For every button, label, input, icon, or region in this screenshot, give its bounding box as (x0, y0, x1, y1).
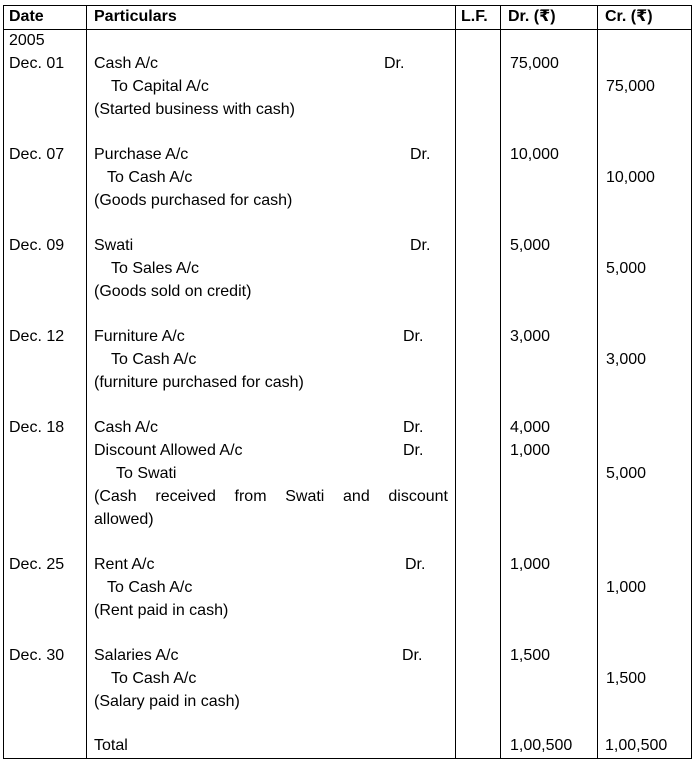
debit-account: Salaries A/c (94, 647, 179, 664)
total-label: Total (94, 737, 128, 754)
debit-account: Furniture A/c (94, 328, 185, 345)
cr-amount: 75,000 (606, 78, 655, 95)
credit-account: To Cash A/c (107, 579, 193, 596)
narration: (Goods purchased for cash) (94, 192, 293, 209)
year-label: 2005 (9, 32, 45, 49)
dr-amount: 3,000 (510, 328, 551, 345)
header-cr: Cr. (₹) (605, 8, 653, 25)
header-date: Date (9, 8, 44, 25)
dr-amount: 4,000 (510, 419, 551, 436)
journal-entry (0, 553, 695, 645)
header-bottom-border (3, 29, 692, 30)
dr-mark: Dr. (403, 442, 424, 459)
narration-line-1: (Cash received from Swati and discount (94, 488, 448, 505)
header-lf: L.F. (461, 8, 488, 25)
debit-account-second: Discount Allowed A/c (94, 442, 243, 459)
narration-line-2: allowed) (94, 511, 154, 528)
credit-account: To Cash A/c (111, 670, 197, 687)
credit-account: To Cash A/c (107, 169, 193, 186)
dr-mark: Dr. (402, 647, 423, 664)
entry-date: Dec. 18 (9, 419, 65, 436)
narration: (Started business with cash) (94, 101, 295, 118)
dr-amount: 5,000 (510, 237, 551, 254)
dr-amount: 1,500 (510, 647, 551, 664)
entry-date: Dec. 09 (9, 237, 65, 254)
entry-date: Dec. 30 (9, 647, 65, 664)
journal-entry (0, 52, 695, 144)
debit-account: Cash A/c (94, 419, 159, 436)
dr-amount: 1,000 (510, 556, 551, 573)
dr-mark: Dr. (410, 146, 431, 163)
journal-entry (0, 325, 695, 417)
table-bottom-border (3, 758, 692, 759)
cr-amount: 3,000 (606, 351, 647, 368)
journal-entry (0, 234, 695, 326)
narration: (furniture purchased for cash) (94, 374, 304, 391)
header-dr: Dr. (₹) (508, 8, 556, 25)
debit-account: Cash A/c (94, 55, 159, 72)
dr-amount: 75,000 (510, 55, 559, 72)
credit-account: To Sales A/c (111, 260, 200, 277)
journal-entry (0, 143, 695, 235)
cr-amount: 1,500 (606, 670, 647, 687)
dr-mark: Dr. (384, 55, 405, 72)
debit-account: Swati (94, 237, 134, 254)
journal-entry (0, 644, 695, 736)
entry-date: Dec. 01 (9, 55, 65, 72)
credit-account: To Cash A/c (111, 351, 197, 368)
credit-account: To Capital A/c (111, 78, 209, 95)
dr-mark: Dr. (403, 419, 424, 436)
dr-amount-second: 1,000 (510, 442, 551, 459)
narration: (Goods sold on credit) (94, 283, 252, 300)
cr-amount: 1,000 (606, 579, 647, 596)
total-dr: 1,00,500 (510, 737, 573, 754)
total-cr: 1,00,500 (605, 737, 668, 754)
narration: (Rent paid in cash) (94, 602, 229, 619)
dr-mark: Dr. (403, 328, 424, 345)
cr-amount: 10,000 (606, 169, 655, 186)
debit-account: Purchase A/c (94, 146, 189, 163)
cr-amount: 5,000 (606, 260, 647, 277)
dr-mark: Dr. (410, 237, 431, 254)
credit-account: To Swati (116, 465, 177, 482)
narration: (Salary paid in cash) (94, 693, 240, 710)
entry-date: Dec. 25 (9, 556, 65, 573)
dr-mark: Dr. (405, 556, 426, 573)
header-particulars: Particulars (94, 8, 177, 25)
debit-account: Rent A/c (94, 556, 155, 573)
entry-date: Dec. 12 (9, 328, 65, 345)
dr-amount: 10,000 (510, 146, 559, 163)
journal-entry (0, 416, 695, 546)
table-top-border (3, 5, 692, 6)
cr-amount: 5,000 (606, 465, 647, 482)
entry-date: Dec. 07 (9, 146, 65, 163)
